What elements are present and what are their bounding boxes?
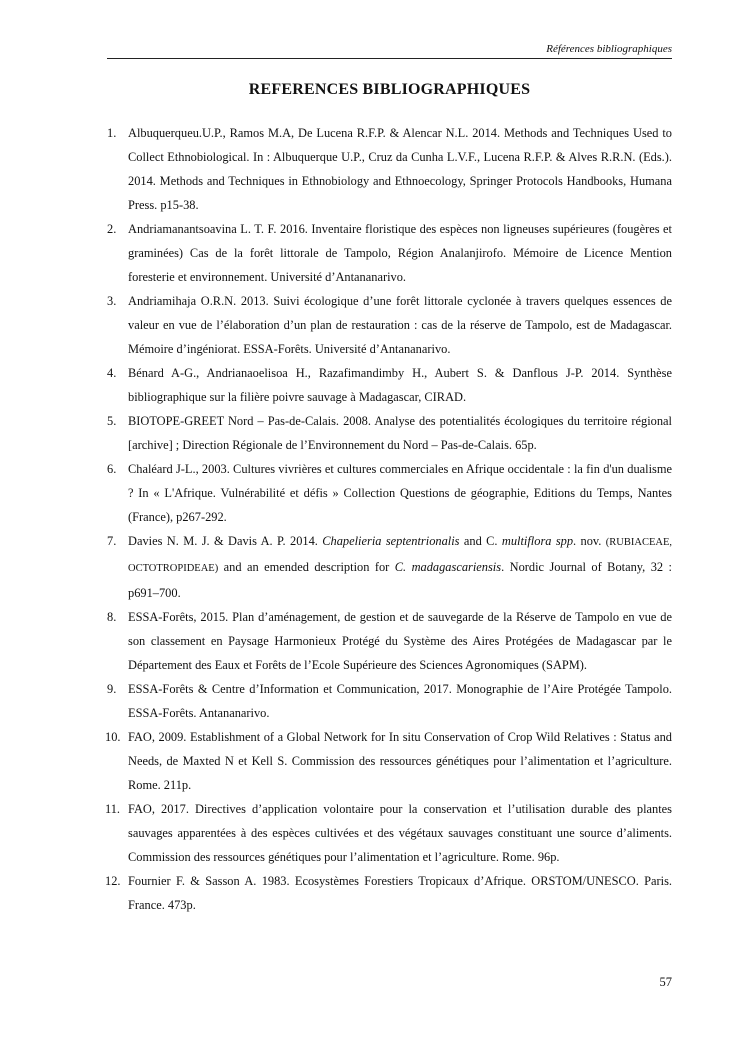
reference-text-part: and C.: [459, 534, 502, 548]
species-name: multiflora spp: [501, 534, 574, 548]
page-number: 57: [659, 975, 672, 989]
reference-number: 9.: [107, 682, 117, 696]
reference-text: ESSA-Forêts, 2015. Plan d’aménagement, de gestion et de sauvegarde de la Réserve de Tampolo en vue de son classement en Paysage Harmonieux Protégé du Système des Aires Protégées de Madagascar par le Département des Eaux et Forêts de l’Ecole Supérieure des Sciences Agronomiques (SAPM).: [128, 610, 672, 672]
reference-text: Andriamanantsoavina L. T. F. 2016. Inventaire floristique des espèces non ligneuses supérieures (fougères et graminées) Cas de la forêt littorale de Tampolo, Région Analanjirofo. Mémoire de Licence Mention foresterie et environnement. Université d’Antananarivo.: [128, 222, 672, 284]
reference-text-part: and an emended description for: [218, 560, 395, 574]
reference-text: Albuquerqueu.U.P., Ramos M.A, De Lucena R.F.P. & Alencar N.L. 2014. Methods and Techniques Used to Collect Ethnobiological. In : Albuquerque U.P., Cruz da Cunha L.V.F., Lucena R.F.P. & Alves R.R.N. (Eds.). 2014. Methods and Techniques in Ethnobiology and Ethnoecology, Springer Protocols Handbooks, Humana Press. p15-38.: [128, 126, 672, 212]
reference-text: [128, 534, 672, 600]
family-name-smallcaps: (RUBIACEAE, OCTOTROPIDEAE): [128, 537, 672, 574]
reference-text: Chaléard J-L., 2003. Cultures vivrières et cultures commerciales en Afrique occidentale : la fin d'un dualisme ? In « L'Afrique. Vulnérabilité et défis » Collection Questions de géographie, Editions du Temps, Nantes (France), p267-292.: [128, 462, 672, 524]
reference-text-part: . Nordic Journal of Botany, 32 : p691–700.: [128, 560, 673, 600]
header-divider: [107, 58, 672, 59]
reference-item: [107, 217, 672, 289]
reference-text: Fournier F. & Sasson A. 1983. Ecosystèmes Forestiers Tropicaux d’Afrique. ORSTOM/UNESCO. Paris. France. 473p.: [128, 874, 672, 912]
reference-number: 5.: [107, 414, 117, 428]
reference-number: 4.: [107, 366, 117, 380]
reference-text-part: Davies N. M. J. & Davis A. P. 2014.: [128, 534, 323, 548]
reference-item: [107, 677, 672, 725]
reference-text: BIOTOPE-GREET Nord – Pas-de-Calais. 2008. Analyse des potentialités écologiques du territoire régional [archive] ; Direction Régionale de l’Environnement du Nord – Pas-de-Calais. 65p.: [128, 414, 672, 452]
reference-item: [107, 529, 672, 605]
reference-item: [107, 361, 672, 409]
species-name: Chapelieria septentrionalis: [322, 534, 460, 548]
reference-number: 8.: [107, 610, 117, 624]
page-title: REFERENCES BIBLIOGRAPHIQUES: [248, 81, 531, 98]
reference-number: 2.: [107, 222, 117, 236]
reference-text-part: . nov.: [573, 534, 606, 548]
reference-number: 3.: [107, 294, 117, 308]
reference-item: [107, 409, 672, 457]
reference-text: Bénard A-G., Andrianaoelisoa H., Razafimandimby H., Aubert S. & Danflous J-P. 2014. Synthèse bibliographique sur la filière poivre sauvage à Madagascar, CIRAD.: [128, 366, 672, 404]
reference-number: 12.: [105, 874, 121, 888]
reference-item: [107, 605, 672, 677]
reference-text: ESSA-Forêts & Centre d’Information et Communication, 2017. Monographie de l’Aire Protégée Tampolo. ESSA-Forêts. Antananarivo.: [128, 682, 672, 720]
reference-item: [107, 121, 672, 217]
reference-text: Andriamihaja O.R.N. 2013. Suivi écologique d’une forêt littorale cyclonée à travers quelques essences de valeur en vue de l’élaboration d’un plan de restauration : cas de la réserve de Tampolo, est de Madagascar. Mémoire d’ingéniorat. ESSA-Forêts. Université d’Antananarivo.: [128, 294, 672, 356]
reference-number: 6.: [107, 462, 117, 476]
reference-item: [107, 725, 672, 797]
running-header-title: Références bibliographiques: [546, 43, 672, 55]
reference-number: 7.: [107, 534, 117, 548]
reference-number: 11.: [105, 802, 121, 816]
reference-item: [107, 797, 672, 869]
reference-list: [107, 121, 672, 917]
reference-item: [107, 457, 672, 529]
reference-item: [107, 289, 672, 361]
reference-number: 1.: [107, 126, 117, 140]
reference-text: FAO, 2017. Directives d’application volontaire pour la conservation et l’utilisation durable des plantes sauvages apparentées à des espèces cultivées et des végétaux sauvages constituant une source d’aliments. Commission des ressources génétiques pour l’alimentation et l’agriculture. Rome. 96p.: [128, 802, 672, 864]
species-name: C. madagascariensis: [394, 560, 502, 574]
reference-item: [107, 869, 672, 917]
reference-number: 10.: [105, 730, 121, 744]
reference-text: FAO, 2009. Establishment of a Global Network for In situ Conservation of Crop Wild Relatives : Status and Needs, de Maxted N et Kell S. Commission des ressources génétiques pour l’alimentation et l’agriculture. Rome. 211p.: [128, 730, 672, 792]
